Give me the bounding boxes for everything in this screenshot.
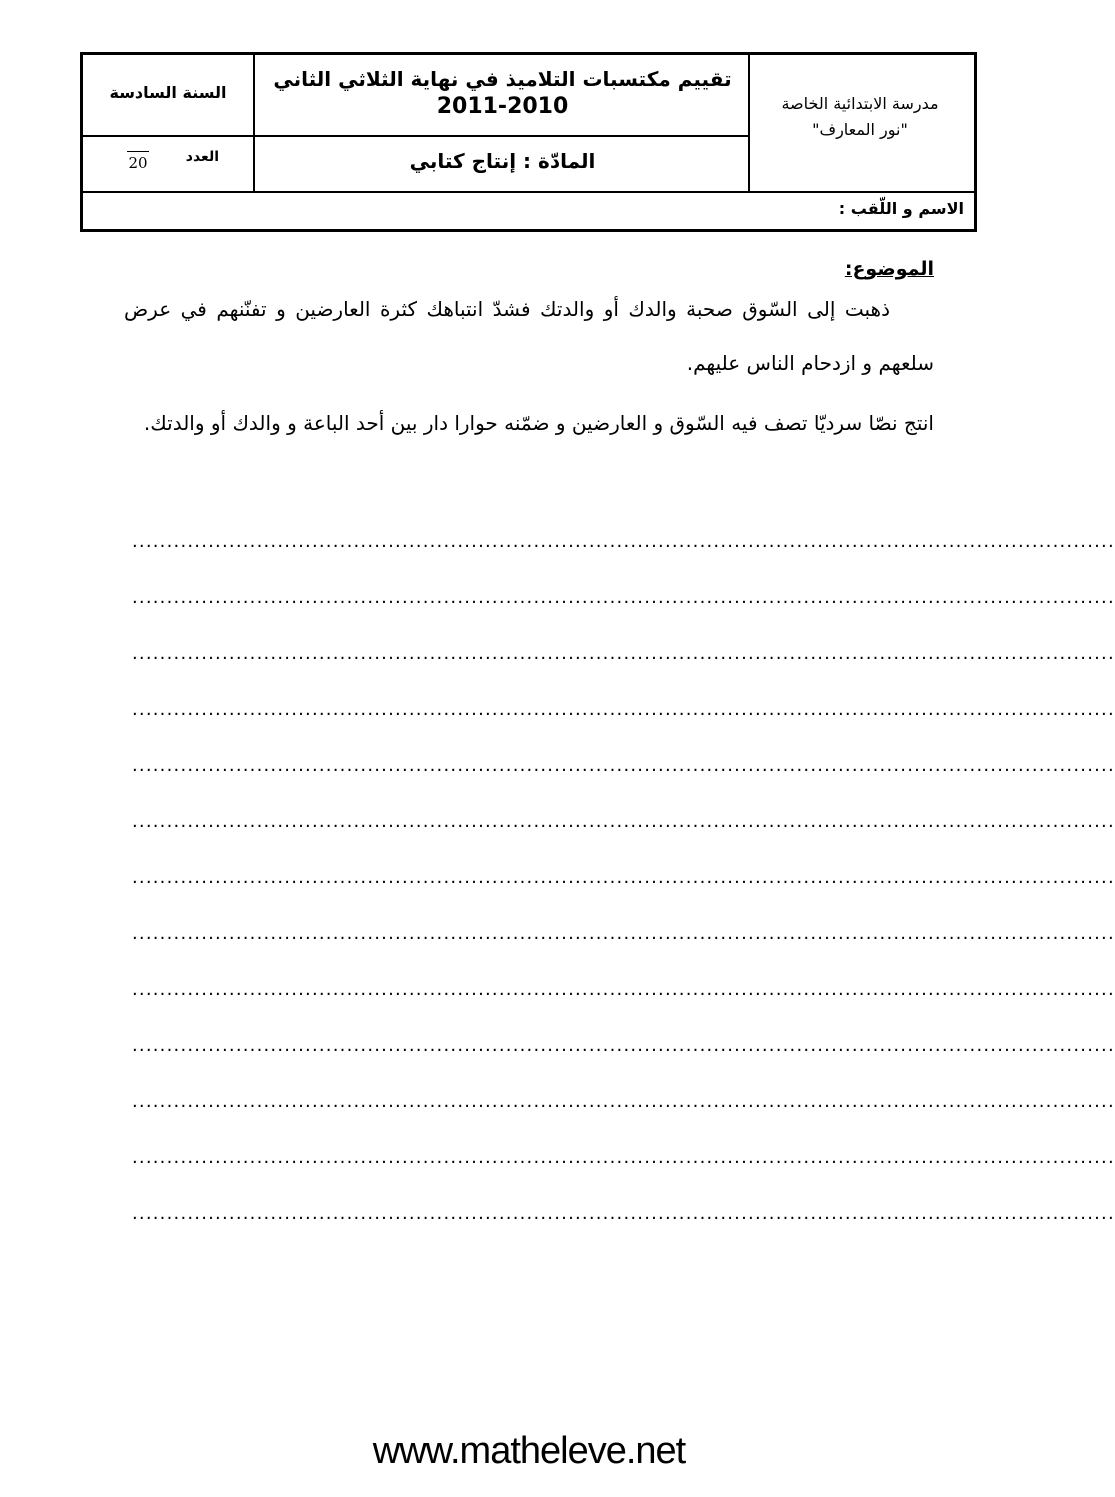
grade-label: العدد	[185, 149, 219, 165]
topic-paragraph-2: انتج نصّا سرديّا تصف فيه السّوق و العارضين و ضمّنه حوارا دار بين أحد الباعة و والدك أو والدتك.	[143, 411, 934, 435]
school-name	[746, 55, 974, 191]
evaluation-title	[255, 55, 750, 135]
answer-line[interactable]: ..............................................................................................................................................	[132, 811, 1115, 832]
answer-line[interactable]: ..............................................................................................................................................	[132, 979, 1115, 1000]
school-year: 2011-2010	[436, 94, 569, 119]
answer-line[interactable]: ..............................................................................................................................................	[132, 699, 1115, 720]
subject-title: المادّة : إنتاج كتابي	[409, 149, 596, 173]
website-footer: www.matheleve.net	[372, 1430, 686, 1472]
answer-line[interactable]: ..............................................................................................................................................	[132, 587, 1115, 608]
school-line-2: "نور المعارف"	[812, 120, 908, 139]
evaluation-title-text: تقييم مكتسبات التلاميذ في نهاية الثلاثي الثاني	[273, 67, 732, 91]
grade-denominator: 20	[127, 151, 149, 172]
header-table	[80, 52, 977, 232]
answer-line[interactable]: ..............................................................................................................................................	[132, 643, 1115, 664]
answer-line[interactable]: ..............................................................................................................................................	[132, 923, 1115, 944]
student-name-field[interactable]	[83, 193, 974, 229]
school-line-1: مدرسة الابتدائية الخاصة	[781, 94, 939, 113]
name-label: الاسم و اللّقب :	[838, 199, 964, 218]
answer-line[interactable]: ..............................................................................................................................................	[132, 1091, 1115, 1112]
answer-line[interactable]: ..............................................................................................................................................	[132, 1203, 1115, 1224]
topic-title: الموضوع:	[844, 258, 934, 280]
answer-line[interactable]: ..............................................................................................................................................	[132, 531, 1115, 552]
answer-line[interactable]: ..............................................................................................................................................	[132, 755, 1115, 776]
grade-box	[83, 137, 253, 191]
class-level: السنة السادسة	[109, 83, 227, 102]
answer-lines[interactable]	[132, 528, 1115, 1256]
answer-line[interactable]: ..............................................................................................................................................	[132, 1147, 1115, 1168]
answer-line[interactable]: ..............................................................................................................................................	[132, 1035, 1115, 1056]
answer-line[interactable]: ..............................................................................................................................................	[132, 867, 1115, 888]
topic-paragraph-1: ذهبت إلى السّوق صحبة والدك أو والدتك فشدّ انتباهك كثرة العارضين و تفنّنهم في عرض سلعهم و ازدحام الناس عليهم.	[124, 297, 934, 375]
